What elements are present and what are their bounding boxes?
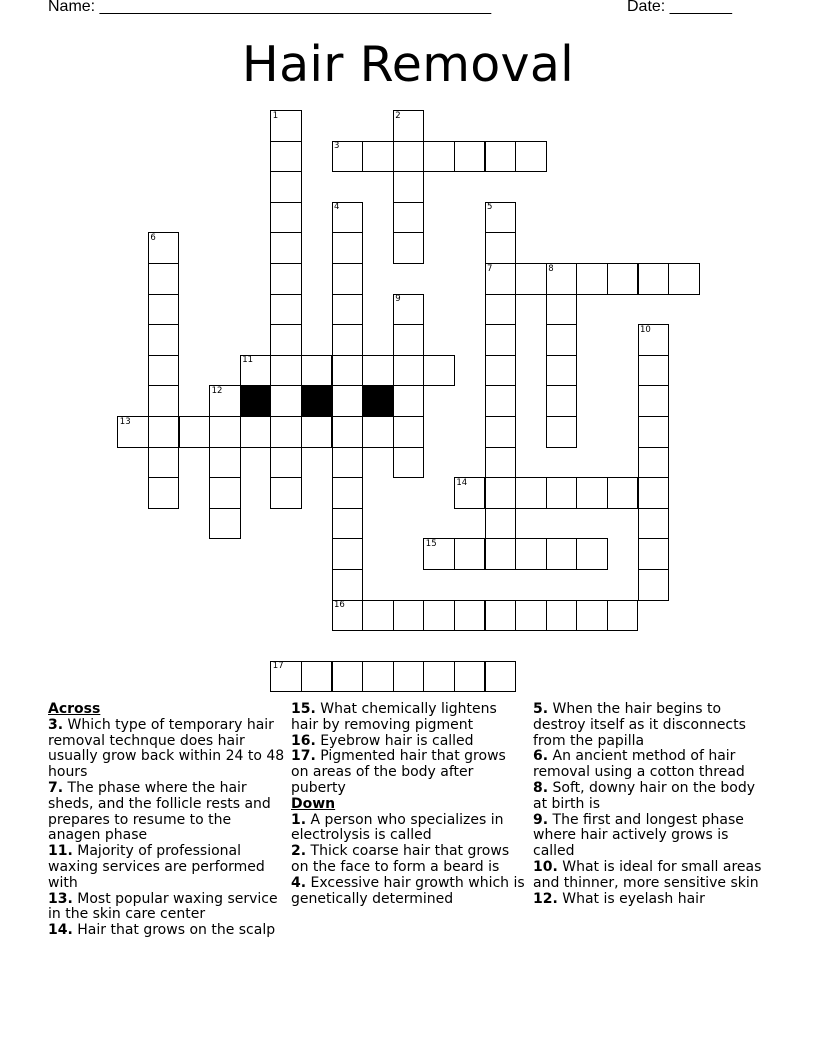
crossword-cell[interactable] [301,661,333,693]
crossword-cell[interactable] [485,600,517,632]
clue-across-11 [48,844,286,891]
crossword-cell[interactable] [485,355,517,387]
crossword-cell[interactable] [485,294,517,326]
clue-number-label: 14 [456,477,468,488]
clue-across-7 [48,781,286,844]
crossword-cell[interactable] [423,141,455,173]
clue-down-2 [291,844,527,876]
clue-number: 5. [533,701,549,717]
crossword-cell[interactable] [423,661,455,693]
crossword-cell[interactable] [515,263,547,295]
clue-down-12 [533,892,769,908]
crossword-cell[interactable] [270,416,302,448]
crossword-cell[interactable] [638,508,670,540]
crossword-cell[interactable] [148,385,180,417]
crossword-cell[interactable] [270,202,302,234]
clue-number-label: 10 [640,324,651,335]
crossword-cell[interactable] [332,263,364,295]
crossword-cell[interactable] [270,294,302,326]
crossword-cell[interactable] [332,661,364,693]
crossword-cell[interactable] [546,385,578,417]
crossword-cell[interactable] [209,477,241,509]
clue-number-label: 16 [334,600,345,611]
crossword-cell[interactable] [332,355,364,387]
crossword-cell[interactable] [362,416,394,448]
crossword-cell[interactable] [270,324,302,356]
crossword-cell[interactable] [454,538,486,570]
crossword-cell[interactable] [362,600,394,632]
crossword-cell[interactable] [332,447,364,479]
clue-text: What is eyelash hair [562,890,705,907]
crossword-cell[interactable] [546,416,578,448]
crossword-cell[interactable] [485,508,517,540]
clue-number: 11. [48,843,73,860]
crossword-cell[interactable] [270,171,302,203]
crossword-cell[interactable] [393,202,425,234]
crossword-cell[interactable] [668,263,700,295]
crossword-cell[interactable] [362,661,394,693]
crossword-cell[interactable] [148,263,180,295]
crossword-cell[interactable] [332,416,364,448]
crossword-cell[interactable] [393,324,425,356]
crossword-cell[interactable] [393,355,425,387]
clue-text: When the hair begins to destroy itself as it disconnects from the papilla [533,701,746,749]
clue-number-label: 3 [334,141,340,152]
clue-number-label: 6 [150,232,156,243]
clue-across-16 [291,734,527,750]
clue-number: 9. [533,811,549,828]
clue-across-3 [48,718,286,781]
clue-text: What chemically lightens hair by removing pigment [291,701,497,733]
crossword-cell[interactable] [546,538,578,570]
crossword-cell[interactable] [485,141,517,173]
clue-across-17 [291,749,527,796]
crossword-cell[interactable] [209,447,241,479]
crossword-cell[interactable] [423,355,455,387]
crossword-cell[interactable] [393,661,425,693]
clue-number-label: 13 [119,416,131,427]
clue-number-label: 17 [272,661,284,672]
crossword-cell[interactable] [148,324,180,356]
crossword-cell[interactable] [332,232,364,264]
crossword-cell[interactable] [209,508,241,540]
clue-number: 17. [291,748,316,765]
crossword-cell[interactable] [148,294,180,326]
clue-down-8 [533,781,769,813]
clue-number: 2. [291,843,307,860]
crossword-cell[interactable] [515,141,547,173]
clue-text: An ancient method of hair removal using a cotton thread [533,748,745,781]
clue-number-label: 12 [211,385,223,396]
clue-text: Most popular waxing service in the skin care center [48,890,278,923]
clue-text: Hair that grows on the scalp [77,922,276,939]
crossword-cell[interactable] [332,385,364,417]
crossword-cell[interactable] [270,385,302,417]
clue-text: Soft, downy hair on the body at birth is [533,779,756,812]
crossword-cell[interactable] [485,477,517,509]
clue-number: 14. [48,922,73,939]
crossword-cell[interactable] [332,324,364,356]
crossword-cell[interactable] [485,324,517,356]
crossword-cell[interactable] [638,538,670,570]
down-heading: Down [291,795,336,812]
clue-text: Pigmented hair that grows on areas of the body after puberty [291,748,506,796]
clue-number-label: 15 [425,538,437,549]
clue-number-label: 8 [548,263,554,274]
crossword-cell[interactable] [576,477,608,509]
clue-text: The first and longest phase where hair actively grows is called [533,811,744,860]
clue-number: 1. [291,811,307,828]
crossword-cell[interactable] [638,569,670,601]
clues-column-2 [291,702,527,907]
crossword-cell[interactable] [393,416,425,448]
crossword-cell[interactable] [638,447,670,479]
clue-number: 15. [291,701,316,717]
crossword-cell[interactable] [576,600,608,632]
crossword-cell[interactable] [546,324,578,356]
crossword-cell[interactable] [301,355,333,387]
crossword-cell[interactable] [332,538,364,570]
crossword-cell[interactable] [393,141,425,173]
clue-number: 13. [48,890,73,907]
crossword-cell[interactable] [148,416,180,448]
clue-down-9 [533,813,769,860]
clue-down-4 [291,876,527,908]
crossword-cell[interactable] [332,477,364,509]
crossword-block [362,385,394,417]
clue-number: 16. [291,732,316,749]
crossword-cell[interactable] [576,263,608,295]
crossword-cell[interactable] [607,263,639,295]
crossword-cell[interactable] [332,569,364,601]
crossword-cell[interactable] [638,477,670,509]
crossword-cell[interactable] [454,141,486,173]
crossword-cell[interactable] [485,447,517,479]
crossword-cell[interactable] [546,600,578,632]
clue-across-15 [291,702,527,734]
crossword-cell[interactable] [270,355,302,387]
crossword-cell[interactable] [485,538,517,570]
crossword-cell[interactable] [546,355,578,387]
crossword-cell[interactable] [515,538,547,570]
date-field[interactable]: Date: _______ [627,0,732,15]
crossword-cell[interactable] [454,600,486,632]
crossword-cell[interactable] [638,263,670,295]
clue-text: Majority of professional waxing services are performed with [48,843,265,891]
clue-number: 3. [48,716,64,733]
crossword-cell[interactable] [546,477,578,509]
crossword-cell[interactable] [393,171,425,203]
crossword-cell[interactable] [270,447,302,479]
crossword-cell[interactable] [393,232,425,264]
clue-number: 12. [533,890,558,907]
clue-text: Eyebrow hair is called [320,732,474,749]
crossword-cell[interactable] [148,477,180,509]
crossword-cell[interactable] [576,538,608,570]
clue-text: Thick coarse hair that grows on the face to form a beard is [291,843,510,875]
clue-down-6 [533,749,769,781]
page-title: Hair Removal [241,36,575,93]
crossword-cell[interactable] [362,141,394,173]
clue-text: What is ideal for small areas and thinner, more sensitive skin [533,858,762,891]
clue-text: Excessive hair growth which is genetically determined [291,874,525,907]
clue-number: 6. [533,748,549,765]
crossword-cell[interactable] [485,661,517,693]
crossword-cell[interactable] [515,600,547,632]
clue-number-label: 4 [334,202,340,213]
crossword-cell[interactable] [454,661,486,693]
clue-number-label: 9 [395,294,401,305]
clue-number: 7. [48,779,64,796]
crossword-cell[interactable] [393,600,425,632]
crossword-cell[interactable] [393,447,425,479]
crossword-cell[interactable] [362,355,394,387]
crossword-cell[interactable] [148,355,180,387]
clue-number-label: 2 [395,110,401,121]
crossword-cell[interactable] [638,355,670,387]
crossword-cell[interactable] [485,416,517,448]
crossword-cell[interactable] [607,600,639,632]
crossword-cell[interactable] [240,416,272,448]
crossword-cell[interactable] [607,477,639,509]
crossword-cell[interactable] [332,294,364,326]
crossword-cell[interactable] [423,600,455,632]
crossword-cell[interactable] [638,385,670,417]
clue-number-label: 11 [242,355,254,366]
crossword-block [301,385,333,417]
clue-number-label: 7 [487,263,493,274]
crossword-cell[interactable] [332,508,364,540]
crossword-cell[interactable] [270,263,302,295]
crossword-cell[interactable] [301,416,333,448]
clue-number-label: 1 [272,110,279,121]
crossword-cell[interactable] [270,232,302,264]
clue-across-14 [48,923,286,939]
clues-column-3 [533,702,769,907]
crossword-cell[interactable] [485,232,517,264]
crossword-cell[interactable] [148,447,180,479]
clue-down-1 [291,813,527,845]
crossword-cell[interactable] [393,385,425,417]
clue-down-5 [533,702,769,749]
crossword-cell[interactable] [179,416,211,448]
crossword-block [240,385,272,417]
crossword-cell[interactable] [546,294,578,326]
clue-number: 10. [533,858,558,875]
clue-number: 8. [533,779,549,796]
clue-down-10 [533,860,769,892]
clue-text: Which type of temporary hair removal technque does hair usually grow back within 24 to 48 hours [48,716,285,781]
clue-number: 4. [291,874,307,891]
clue-number-label: 5 [487,202,493,213]
clues-column-1 [48,702,286,939]
crossword-cell[interactable] [485,385,517,417]
crossword-cell[interactable] [270,477,302,509]
crossword-cell[interactable] [638,416,670,448]
crossword-cell[interactable] [209,416,241,448]
clue-text: The phase where the hair sheds, and the follicle rests and prepares to resume to the anagen phase [48,779,271,844]
across-heading: Across [48,701,101,717]
clue-text: A person who specializes in electrolysis is called [291,811,504,844]
clue-across-13 [48,892,286,924]
crossword-cell[interactable] [515,477,547,509]
name-field[interactable]: Name: ____________________________________________ [48,0,492,15]
crossword-cell[interactable] [270,141,302,173]
